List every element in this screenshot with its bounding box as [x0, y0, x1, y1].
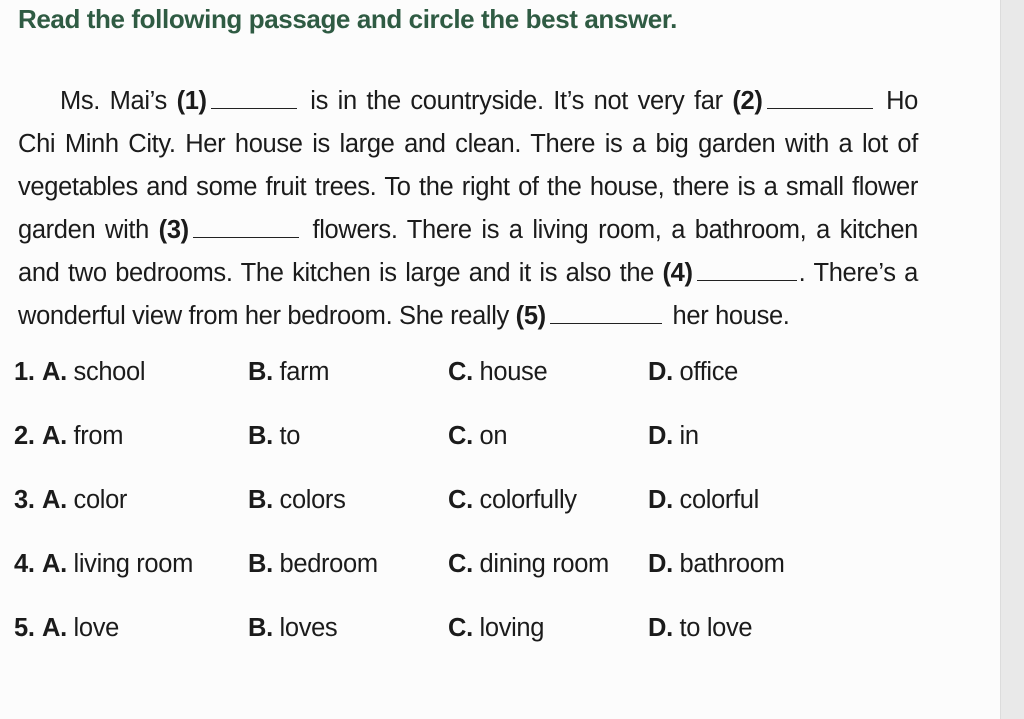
option-3c[interactable] [448, 486, 577, 515]
option-text: to [272, 422, 301, 450]
option-letter: D. [648, 422, 673, 450]
option-letter: A. [42, 486, 67, 514]
option-text: in [672, 422, 699, 450]
option-text: colorful [672, 486, 759, 514]
option-text: school [66, 358, 146, 386]
option-letter: B. [248, 358, 273, 386]
option-letter: A. [42, 550, 67, 578]
option-letter: D. [648, 550, 673, 578]
option-3d[interactable] [648, 486, 759, 515]
option-letter: C. [448, 550, 473, 578]
option-text: dining room [472, 550, 609, 578]
instruction-heading: Read the following passage and circle the best answer. [18, 4, 677, 34]
option-text: bedroom [272, 550, 378, 578]
option-letter: A. [42, 358, 67, 386]
option-text: loves [272, 614, 338, 642]
question-row-5 [0, 614, 1000, 654]
option-letter: A. [42, 614, 67, 642]
option-text: house [472, 358, 548, 386]
option-text: on [472, 422, 508, 450]
option-4c[interactable] [448, 550, 609, 579]
question-number: 1. [14, 358, 35, 386]
question-number: 3. [14, 486, 35, 514]
question-number: 4. [14, 550, 35, 578]
question-row-4 [0, 550, 1000, 590]
option-text: colors [272, 486, 346, 514]
option-text: color [66, 486, 128, 514]
option-letter: B. [248, 422, 273, 450]
question-number: 2. [14, 422, 35, 450]
option-1c[interactable] [448, 358, 547, 387]
option-letter: C. [448, 486, 473, 514]
option-5c[interactable] [448, 614, 544, 643]
passage-text: is in the countryside. It’s not very far [300, 87, 733, 115]
passage-text: . There’s a wonderful view from her bedroom. She really [18, 259, 918, 330]
option-letter: C. [448, 614, 473, 642]
gap-number-1: (1) [176, 87, 207, 115]
option-text: love [66, 614, 119, 642]
option-1b[interactable] [248, 358, 329, 387]
option-2b[interactable] [248, 422, 300, 451]
option-5b[interactable] [248, 614, 337, 643]
option-4d[interactable] [648, 550, 784, 579]
question-number: 5. [14, 614, 35, 642]
gap-number-5: (5) [515, 302, 546, 330]
option-2c[interactable] [448, 422, 507, 451]
question-row-3 [0, 486, 1000, 526]
option-letter: C. [448, 358, 473, 386]
gap-number-2: (2) [732, 87, 763, 115]
option-3b[interactable] [248, 486, 345, 515]
option-4b[interactable] [248, 550, 378, 579]
option-letter: A. [42, 422, 67, 450]
option-letter: D. [648, 614, 673, 642]
option-5a[interactable] [42, 614, 119, 643]
gap-number-3: (3) [158, 216, 189, 244]
option-1a[interactable] [42, 358, 145, 387]
option-2d[interactable] [648, 422, 699, 451]
option-text: to love [672, 614, 753, 642]
option-4a[interactable] [42, 550, 193, 579]
option-text: living room [66, 550, 193, 578]
option-text: office [672, 358, 738, 386]
passage-text: Ms. Mai’s [60, 87, 177, 115]
option-1d[interactable] [648, 358, 738, 387]
option-2a[interactable] [42, 422, 123, 451]
option-letter: B. [248, 486, 273, 514]
option-letter: D. [648, 358, 673, 386]
option-text: colorfully [472, 486, 577, 514]
question-row-2 [0, 422, 1000, 462]
passage-text: Ho Chi Minh City. Her house is large and clean. There is a big garden with a lot of vegetables and some fruit trees. To the right of the house, there is a small flower garden with [18, 87, 919, 244]
passage-text: her house. [665, 302, 790, 330]
option-text: from [66, 422, 124, 450]
option-text: farm [272, 358, 330, 386]
option-letter: B. [248, 614, 273, 642]
option-letter: D. [648, 486, 673, 514]
gap-number-4: (4) [662, 259, 693, 287]
option-5d[interactable] [648, 614, 752, 643]
option-text: loving [472, 614, 545, 642]
passage-text: flowers. There is a living room, a bathroom, a kitchen and two bedrooms. The kitchen is large and it is also the [18, 216, 919, 287]
question-row-1 [0, 358, 1000, 398]
option-letter: B. [248, 550, 273, 578]
option-text: bathroom [672, 550, 785, 578]
page-edge [1000, 0, 1024, 719]
option-3a[interactable] [42, 486, 127, 515]
option-letter: C. [448, 422, 473, 450]
